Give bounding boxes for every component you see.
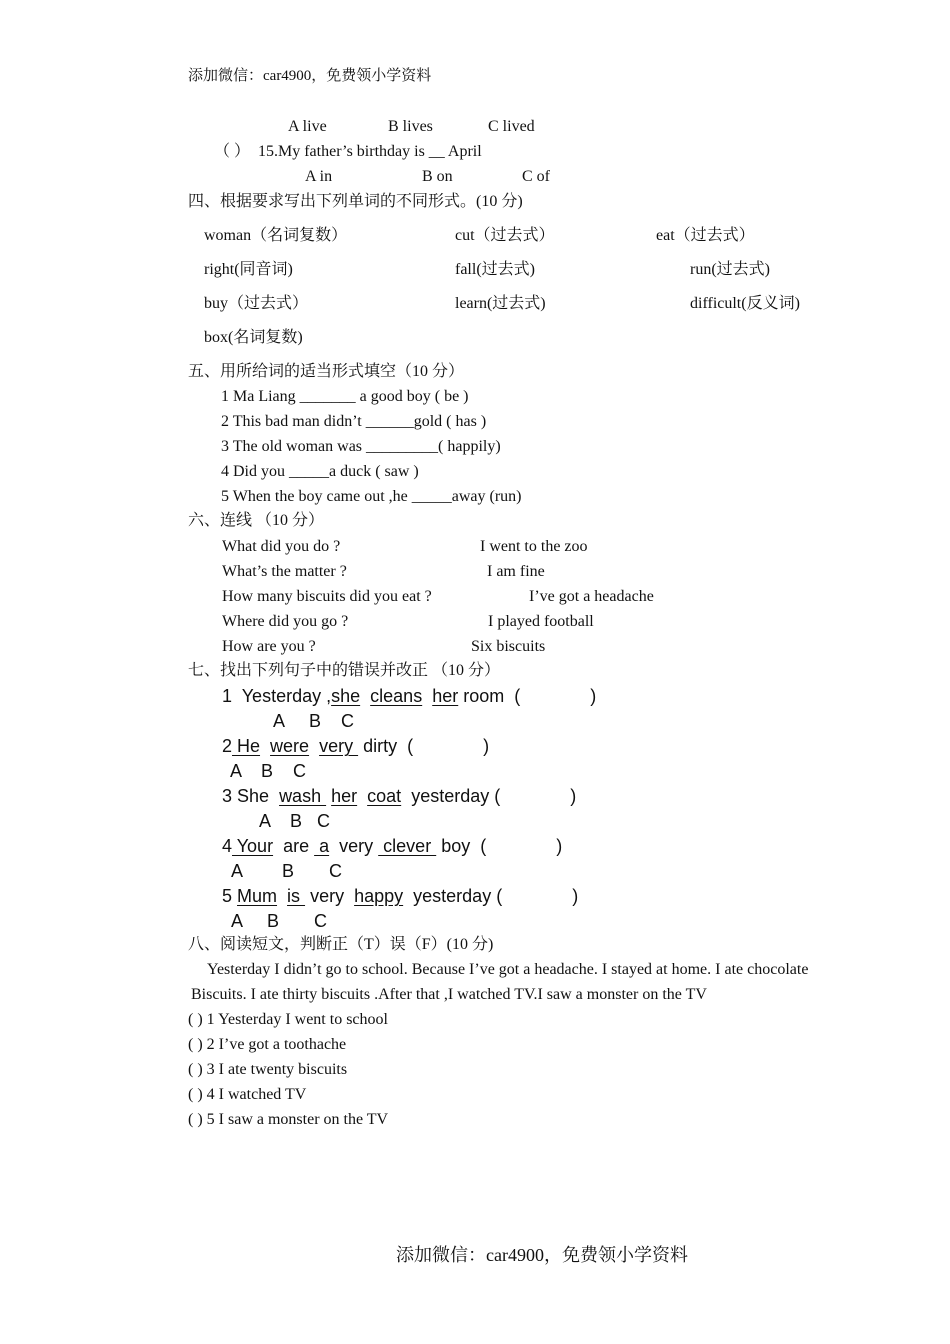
sentence-number: 4 [222,836,233,856]
q14-option-b: B lives [388,118,433,135]
sentence-text: very [310,886,345,906]
section5-item: 1 Ma Liang _______ a good boy ( be ) [221,388,469,405]
section7-title: 七、找出下列句子中的错误并改正 （10 分） [188,662,501,679]
match-right-item: I played football [488,613,594,630]
true-false-item: ( ) 2 I’ve got a toothache [188,1036,347,1053]
sentence-number: 1 [222,686,233,706]
page-header: 添加微信：car4900，免费领小学资料 [188,68,432,84]
section5-item: 3 The old woman was _________( happily) [221,438,501,455]
match-left-item: How are you ? [222,638,316,655]
sentence-text: Yesterday , [241,686,332,706]
underlined-option-c: very [319,736,359,756]
underlined-option-c: clever [378,836,437,856]
underlined-option-a: Mum [237,886,278,906]
true-false-item: ( ) 3 I ate twenty biscuits [188,1061,348,1078]
match-left-item: How many biscuits did you eat ? [222,588,432,605]
sentence-text: very [339,836,374,856]
q15-option-a: A in [305,168,333,185]
sentence-text: boy [441,836,471,856]
section4-item: fall(过去式) [455,261,535,278]
section8-title: 八、阅读短文，判断正（T）误（F）(10 分) [188,936,494,953]
answer-blank: ( ) [480,836,563,856]
answer-blank: ( ) [407,736,490,756]
section4-item: eat（过去式） [656,227,755,244]
section5-item: 2 This bad man didn’t ______gold ( has ) [221,413,487,430]
reading-passage: Biscuits. I ate thirty biscuits .After that ,I watched TV.I saw a monster on the TV [191,986,707,1003]
error-sentence-1 [222,684,596,708]
option-letters: A B C [231,911,328,931]
option-letters: A B C [259,811,331,831]
sentence-number: 5 [222,886,233,906]
section5-title: 五、用所给词的适当形式填空（10 分） [188,363,465,380]
sentence-text: yesterday ( [413,886,503,906]
true-false-item: ( ) 5 I saw a monster on the TV [188,1111,389,1128]
match-left-item: What did you do ? [222,538,341,555]
sentence-text: are [283,836,310,856]
true-false-item: ( ) 1 Yesterday I went to school [188,1011,388,1028]
match-right-item: I went to the zoo [480,538,588,555]
underlined-option-a: Your [232,836,274,856]
underlined-option-b: her [331,786,358,806]
underlined-option-b: were [270,736,310,756]
sentence-number: 2 [222,736,233,756]
q14-option-a: A live [288,118,327,135]
underlined-option-c: coat [367,786,402,806]
underlined-option-a: she [331,686,361,706]
q15-answer-paren: （ ） [214,143,251,160]
error-sentence-4 [222,834,562,858]
section4-item: cut（过去式） [455,227,555,244]
section5-item: 4 Did you _____a duck ( saw ) [221,463,419,480]
q15-option-c: C of [522,168,550,185]
sentence-text: room [463,686,505,706]
underlined-option-b: is [287,886,306,906]
sentence-text: yesterday ( [411,786,501,806]
error-sentence-2 [222,734,489,758]
sentence-text: dirty [363,736,398,756]
section4-title: 四、根据要求写出下列单词的不同形式。(10 分) [188,193,523,210]
match-right-item: I am fine [487,563,545,580]
match-left-item: What’s the matter ? [222,563,347,580]
underlined-option-a: wash [279,786,327,806]
section5-item: 5 When the boy came out ,he _____away (run) [221,488,522,505]
section4-item: right(同音词) [204,261,293,278]
answer-blank: ) [502,886,579,906]
error-sentence-5 [222,884,578,908]
underlined-option-a: He [232,736,261,756]
q15-question: 15.My father’s birthday is __ April [258,143,482,160]
answer-blank: ) [500,786,577,806]
q14-option-c: C lived [488,118,535,135]
section4-item: difficult(反义词) [690,295,800,312]
option-letters: A B C [231,861,343,881]
q15-option-b: B on [422,168,453,185]
underlined-option-b: a [314,836,330,856]
page-footer: 添加微信：car4900，免费领小学资料 [396,1245,688,1265]
section4-item: run(过去式) [690,261,770,278]
underlined-option-c: her [432,686,459,706]
true-false-item: ( ) 4 I watched TV [188,1086,307,1103]
error-sentence-3 [222,784,576,808]
underlined-option-c: happy [354,886,404,906]
section4-item: learn(过去式) [455,295,546,312]
match-right-item: Six biscuits [471,638,546,655]
section4-item: woman（名词复数） [204,227,348,244]
reading-passage: Yesterday I didn’t go to school. Because I’ve got a headache. I stayed at home. I ate chocolate [207,961,809,978]
option-letters: A B C [273,711,355,731]
answer-blank: ( ) [514,686,597,706]
option-letters: A B C [230,761,307,781]
match-left-item: Where did you go ? [222,613,349,630]
section6-title: 六、连线 （10 分） [188,512,325,529]
sentence-number: 3 She [222,786,270,806]
underlined-option-b: cleans [370,686,423,706]
section4-item: buy（过去式） [204,295,309,312]
section4-item: box(名词复数) [204,329,303,346]
match-right-item: I’ve got a headache [529,588,654,605]
